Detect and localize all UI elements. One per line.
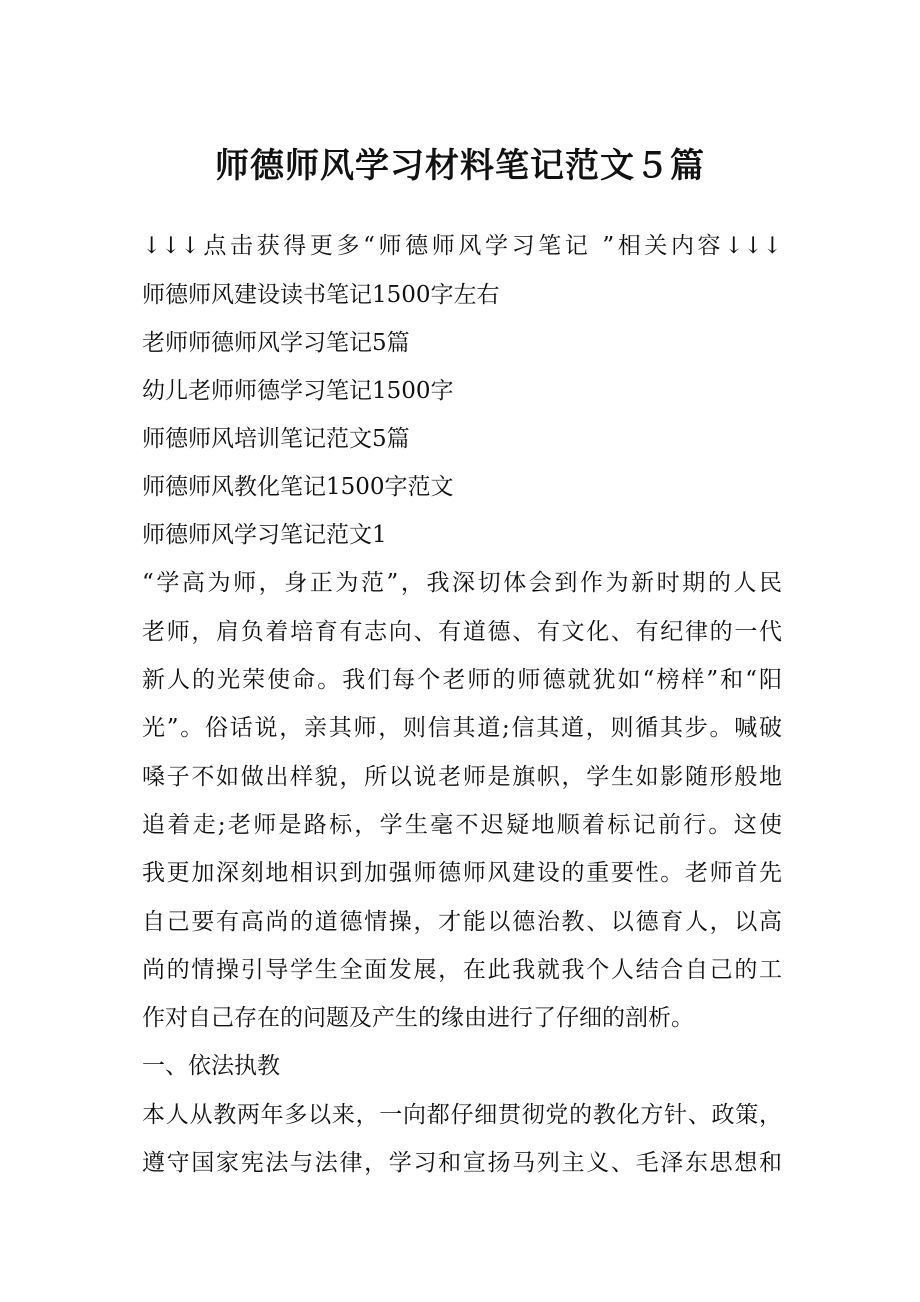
related-link-3[interactable]: 幼儿老师师德学习笔记1500字: [142, 378, 454, 404]
related-link-2[interactable]: 老师师德师风学习笔记5篇: [142, 330, 410, 356]
related-link-1[interactable]: 师德师风建设读书笔记1500字左右: [142, 282, 500, 308]
paragraph-line: 老师，肩负着培育有志向、有道德、有文化、有纪律的一代: [142, 619, 782, 645]
subheading: 一、依法执教: [142, 1053, 280, 1079]
paragraph-line: 新人的光荣使命。我们每个老师的师德就犹如“榜样”和“阳: [142, 667, 782, 693]
paragraph-line: 遵守国家宪法与法律，学习和宣扬马列主义、毛泽东思想和: [142, 1150, 782, 1176]
paragraph-line: 作对自己存在的问题及产生的缘由进行了仔细的剖析。: [142, 1005, 694, 1031]
paragraph-line: “学高为师，身正为范”，我深切体会到作为新时期的人民: [142, 570, 782, 596]
document-title: 师德师风学习材料笔记范文５篇: [215, 146, 705, 186]
paragraph-line: 追着走;老师是路标，学生毫不迟疑地顺着标记前行。这使: [142, 812, 782, 838]
paragraph-line: 光”。俗话说，亲其师，则信其道;信其道，则循其步。喊破: [142, 715, 782, 741]
related-link-4[interactable]: 师德师风培训笔记范文5篇: [142, 426, 410, 452]
related-link-5[interactable]: 师德师风教化笔记1500字范文: [142, 474, 454, 500]
paragraph-line: 我更加深刻地相识到加强师德师风建设的重要性。老师首先: [142, 860, 782, 886]
paragraph-line: 自己要有高尚的道德情操，才能以德治教、以德育人，以高: [142, 909, 782, 935]
section-heading: 师德师风学习笔记范文1: [142, 522, 387, 548]
paragraph-line: 本人从教两年多以来，一向都仔细贯彻党的教化方针、政策，: [142, 1102, 782, 1128]
related-content-link[interactable]: ↓↓↓点击获得更多“师德师风学习笔记 ”相关内容↓↓↓: [142, 233, 782, 259]
paragraph-line: 嗓子不如做出样貌，所以说老师是旗帜，学生如影随形般地: [142, 764, 782, 790]
paragraph-line: 尚的情操引导学生全面发展，在此我就我个人结合自己的工: [142, 957, 782, 983]
